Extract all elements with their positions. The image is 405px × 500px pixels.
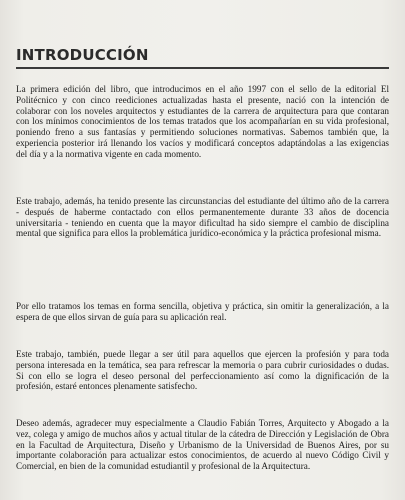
chapter-heading: INTRODUCCIÓN: [16, 46, 149, 64]
paragraph-first-edition: La primera edición del libro, que introducimos en el año 1997 con el sello de la editorial El Politécnico y con cinco reediciones actualizadas hasta el presente, nació con la intención de colaborar con los noveles arquitectos y estudiantes de la carrera de arquitectura para que contaran con los mínimos conocimientos de los temas tratados que los acompañarían en su vida profesional, poniendo freno a sus fantasías y permitiendo soluciones normativas. Sabemos también que, la experiencia posterior irá llenando los vacíos y modificará conceptos adaptándolas a las exigencias del día y a la normativa vigente en cada momento.: [16, 84, 389, 159]
paragraph-simple-approach: Por ello tratamos los temas en forma sencilla, objetiva y práctica, sin omitir la generalización, a la espera de que ellos sirvan de guía para su aplicación real.: [16, 301, 389, 322]
paragraph-acknowledgement: Deseo además, agradecer muy especialmente a Claudio Fabián Torres, Arquitecto y Abogado a la vez, colega y amigo de muchos años y actual titular de la cátedra de Dirección y Legislación de Obra en la Facultad de Arquitectura, Diseño y Urbanismo de la Universidad de Buenos Aires, por su importante colaboración para actualizar estos conocimientos, de acuerdo al nuevo Código Civil y Comercial, en bien de la comunidad estudiantil y profesional de la Arquitectura.: [16, 418, 389, 472]
paragraph-usefulness: Este trabajo, también, puede llegar a ser útil para aquellos que ejercen la profesión y para toda persona interesada en la temática, sea para refrescar la memoria o para cubrir curiosidades o dudas. Si con ello se logra el deseo personal del perfeccionamiento así como la dignificación de la profesión, estaré entonces plenamente satisfecho.: [16, 349, 389, 392]
paragraph-student-circumstances: Este trabajo, además, ha tenido presente las circunstancias del estudiante del último año de la carrera - después de haberme contactado con ellos permanentemente durante 33 años de docencia universitaria - teniendo en cuenta que la mayor dificultad ha sido siempre el cambio de disciplina mental que significa para ellos la problemática jurídico-económica y la práctica profesional misma.: [16, 196, 389, 239]
heading-underline: [16, 67, 389, 69]
